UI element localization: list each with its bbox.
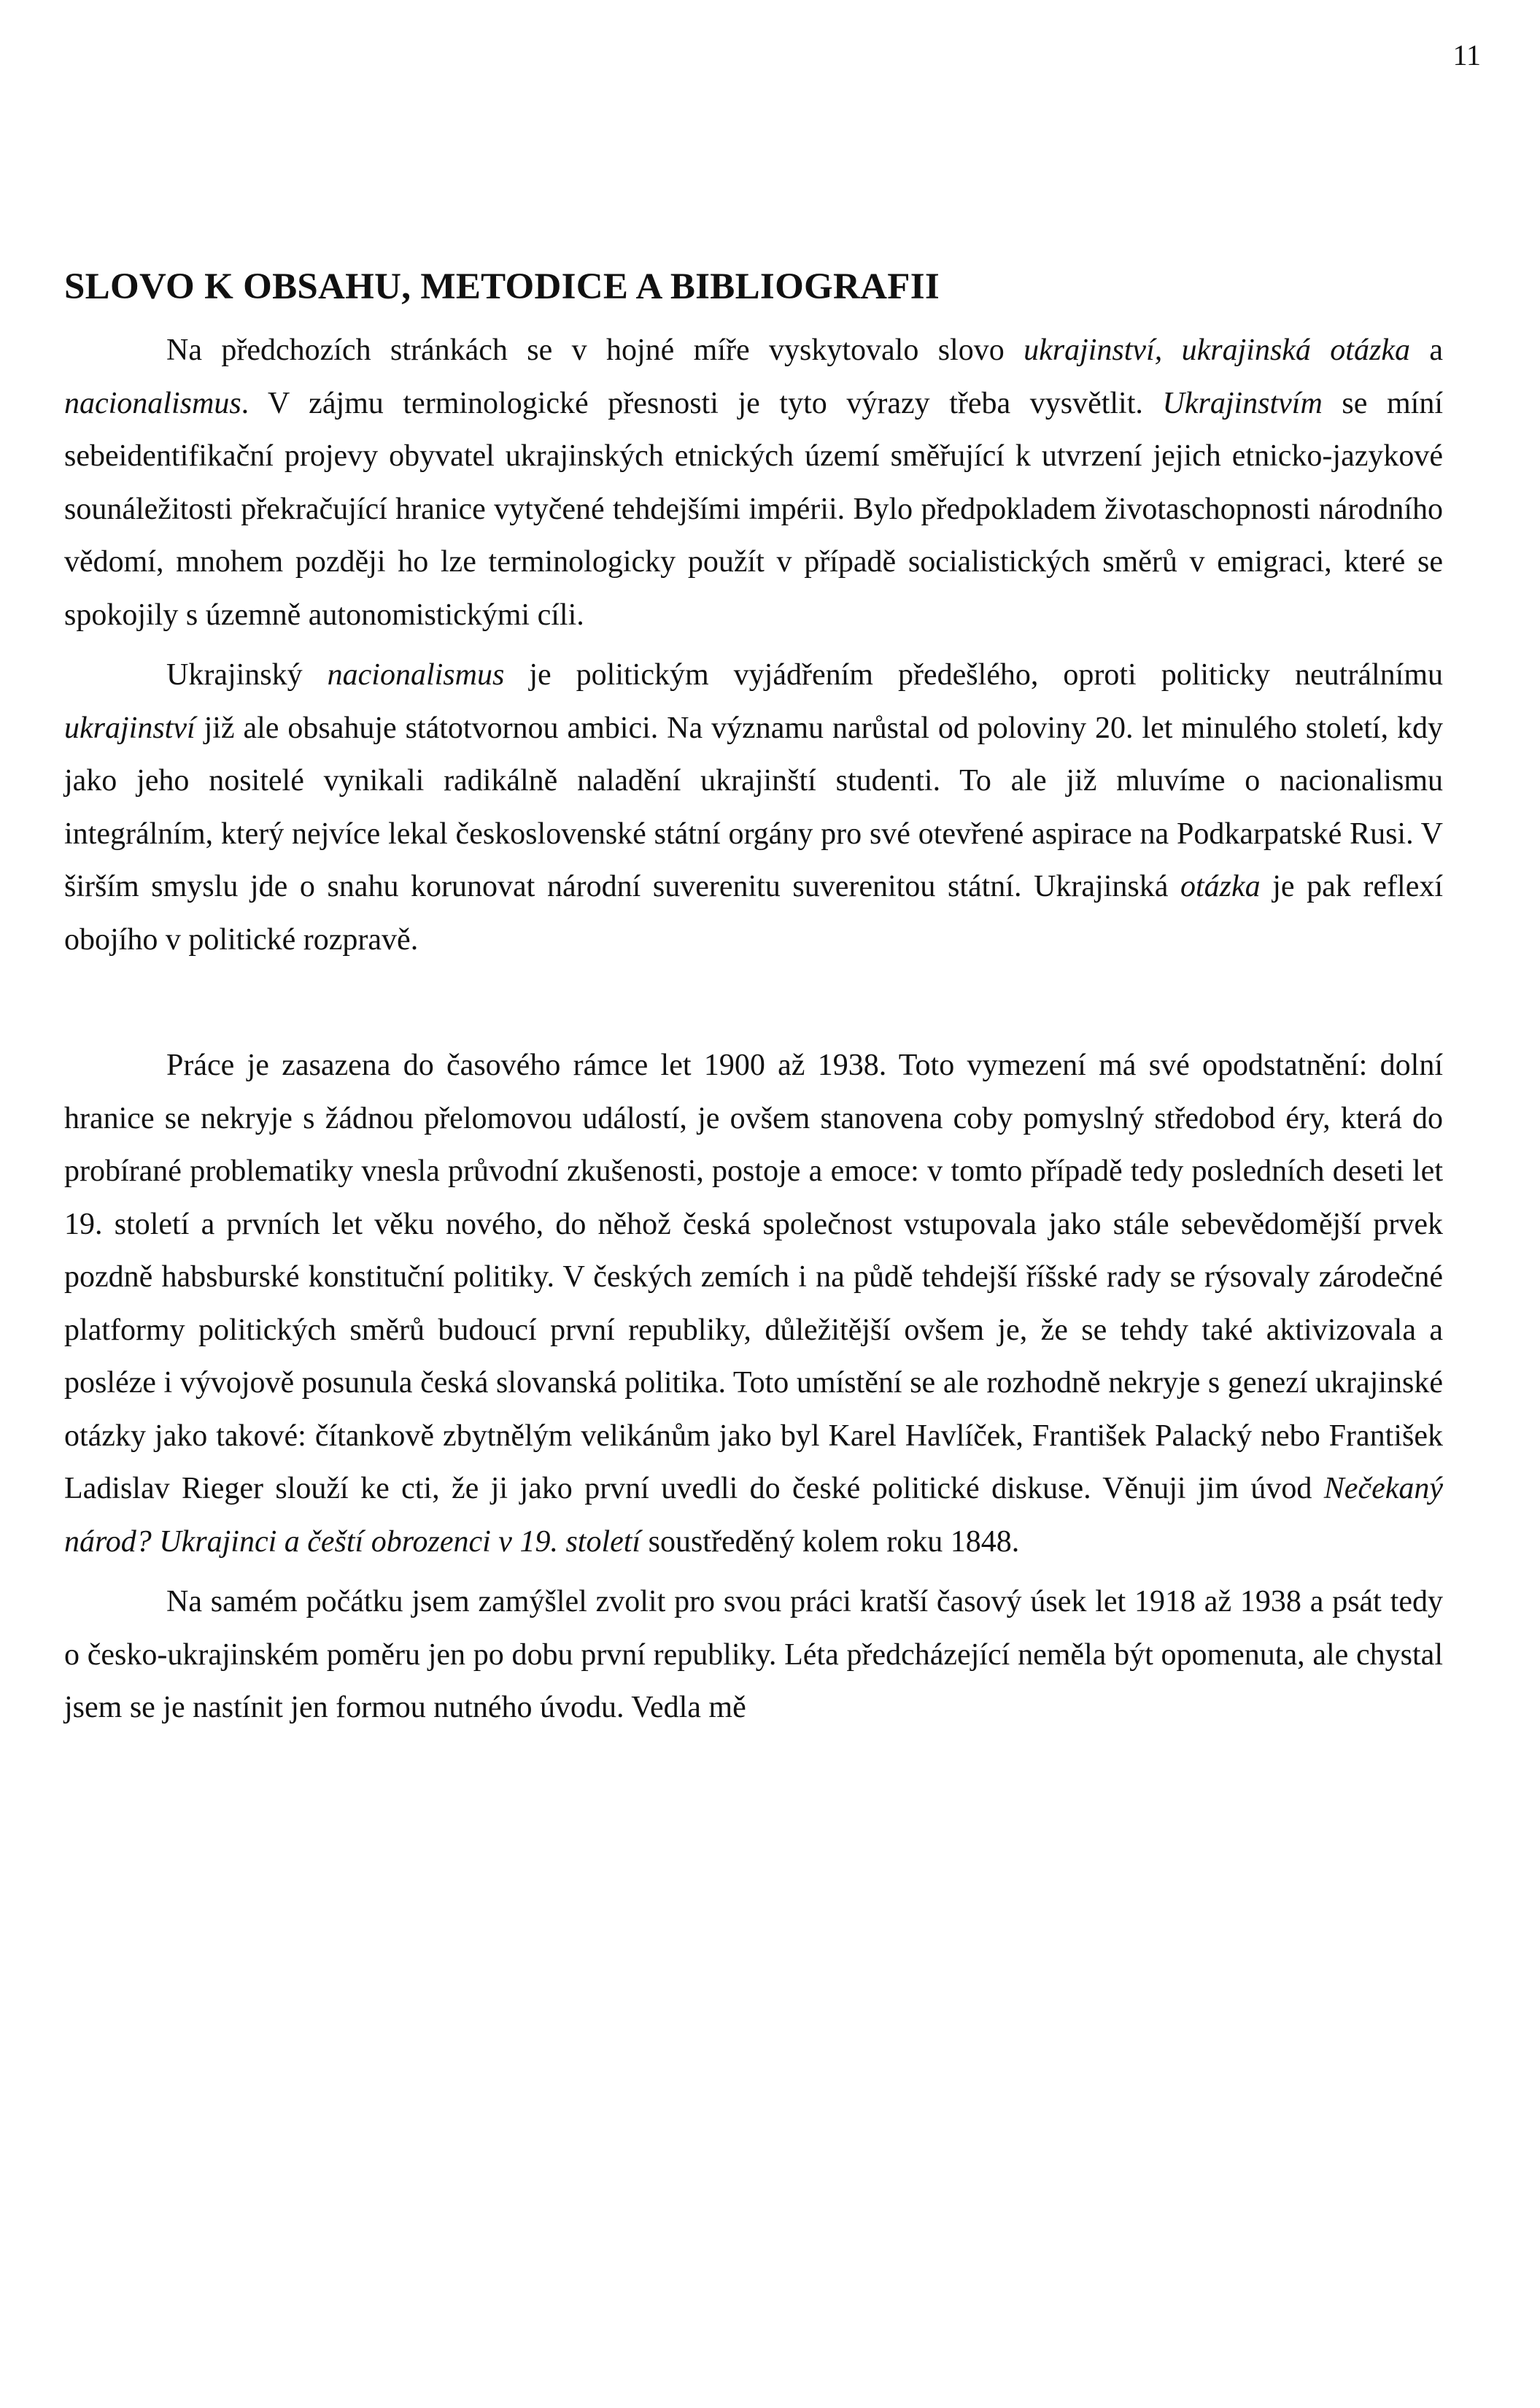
paragraph: [64, 324, 1443, 641]
text-run: Ukrajinský: [166, 658, 328, 692]
document-body: [64, 263, 1443, 1734]
italic-term: Ukrajinstvím: [1162, 386, 1323, 420]
text-run: Na samém počátku jsem zamýšlel zvolit pro svou práci kratší časový úsek let 1918 až 1938 a psát tedy o česko-ukrajinském poměru jen po dobu první republiky. Léta předcházející neměla být opomenuta, ale chystal jsem se je nastínit jen formou nutného úvodu. Vedla mě: [64, 1585, 1443, 1724]
section-heading: SLOVO K OBSAHU, METODICE A BIBLIOGRAFII: [64, 266, 940, 307]
text-run: a: [1409, 333, 1443, 367]
text-run: . V zájmu terminologické přesnosti je tyto výrazy třeba vysvětlit.: [241, 386, 1163, 420]
text-run: již ale obsahuje státotvornou ambici. Na významu narůstal od poloviny 20. let minulého století, kdy jako jeho nositelé vynikali radikálně naladění ukrajinští studenti. To ale již mluvíme o nacionalismu integrálním, který nejvíce lekal československé státní orgány pro své otevřené aspirace na Podkarpatské Rusi. V širším smyslu jde o snahu korunovat národní suverenitu suverenitou státní. Ukrajinská: [64, 711, 1443, 903]
paragraph: [64, 1039, 1443, 1568]
text-run: Práce je zasazena do časového rámce let 1900 až 1938. Toto vymezení má své opodstatnění: dolní hranice se nekryje s žádnou přelomovou událostí, je ovšem stanovena coby pomyslný středobod éry, která do probírané problematiky vnesla průvodní zkušenosti, postoje a emoce: v tomto případě tedy posledních deseti let 19. století a prvních let věku nového, do něhož česká společnost vstupovala jako stále sebevědomější prvek pozdně habsburské konstituční politiky. V českých zemích i na půdě tehdejší říšské rady se rýsovaly zárodečné platformy politických směrů budoucí první republiky, důležitější ovšem je, že se tehdy také aktivizovala a posléze i vývojově posunula česká slovanská politika. Toto umístění se ale rozhodně nekryje s genezí ukrajinské otázky jako takové: čítankově zbytnělým velikánům jako byl Karel Havlíček, František Palacký nebo František Ladislav Rieger slouží ke cti, že ji jako první uvedli do české politické diskuse. Věnuji jim úvod: [64, 1049, 1443, 1505]
paragraph: [64, 649, 1443, 966]
text-run: se míní sebeidentifikační projevy obyvatel ukrajinských etnických území směřující k utvrzení jejich etnicko-jazykové sounáležitosti překračující hranice vytyčené tehdejšími impérii. Bylo předpokladem životaschopnosti národního vědomí, mnohem později ho lze terminologicky použít v případě socialistických směrů v emigraci, které se spokojily s územně autonomistickými cíli.: [64, 386, 1443, 632]
italic-term: nacionalismus: [64, 386, 241, 420]
italic-term: Nečekaný národ? Ukrajinci a čeští obrozenci v 19. století: [64, 1472, 1443, 1559]
text-run: soustředěný kolem roku 1848.: [641, 1524, 1020, 1559]
italic-term: ukrajinství: [64, 711, 196, 745]
page-number: 11: [1452, 39, 1481, 72]
text-run: je politickým vyjádřením předešlého, oproti politicky neutrálnímu: [504, 658, 1443, 692]
italic-term: nacionalismus: [327, 658, 505, 692]
italic-term: ukrajinství, ukrajinská otázka: [1024, 333, 1410, 367]
paragraph: [64, 1575, 1443, 1734]
text-run: Na předchozích stránkách se v hojné míře vyskytovalo slovo: [166, 333, 1024, 367]
text-run: je pak reflexí obojího v politické rozpravě.: [64, 870, 1444, 957]
italic-term: otázka: [1180, 870, 1261, 903]
